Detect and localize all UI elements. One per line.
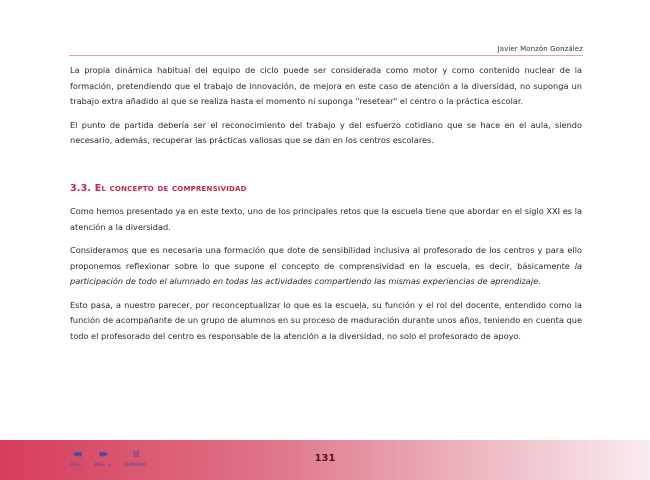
paragraph: Como hemos presentado ya en este texto, uno de los principales retos que la escuela tiene que abordar en el siglo XXI es la atención a la diversidad.: [70, 206, 582, 232]
paragraph-text: Consideramos que es necesaria una formación que dote de sensibilidad inclusiva al profesorado de los centros y para ello proponemos reflexionar sobre lo que supone el concepto de comprensividad en la escuela, es decir, básicamente: [70, 245, 582, 271]
document-icon: ▤: [132, 450, 138, 458]
section-heading: [70, 181, 582, 197]
footer-bar: [0, 440, 650, 480]
header-author: Javier Monzón González: [497, 45, 583, 53]
paragraph-emphasis: la participación de todo el alumnado en todas las actividades compartiendo las mismas experiencias de aprendizaje: [70, 260, 582, 286]
header-rule: [69, 55, 583, 56]
previous-page-label: PÁG.: [70, 463, 82, 468]
section-title: El concepto de comprensividad: [94, 182, 247, 194]
page-number: 131: [314, 453, 336, 464]
paragraph: Esto pasa, a nuestro parecer, por reconceptualizar lo que es la escuela, su función y el rol del docente, entendido como la función de acompañante de un grupo de alumnos en su proceso de maduración durante unos años, teniendo en cuenta que todo el profesorado del centro es responsable de la atención a la diversidad, no solo el profesorado de apoyo.: [70, 299, 582, 341]
fast-forward-icon: ▶▶: [99, 450, 107, 458]
paragraph-text-end: .: [538, 276, 541, 286]
next-page-label: PÁG. +: [94, 463, 112, 468]
summary-label: SUMARIO: [123, 463, 147, 468]
page-content: [70, 63, 582, 352]
previous-page-button[interactable]: [62, 450, 90, 470]
section-number: 3.3.: [70, 182, 92, 194]
summary-button[interactable]: [121, 450, 149, 470]
paragraph: [70, 243, 582, 290]
paragraph: El punto de partida debería ser el reconocimiento del trabajo y del esfuerzo cotidiano que se hace en el aula, siendo necesario, además, recuperar las prácticas valiosas que se dan en los centros escolares.: [70, 119, 582, 145]
next-page-button[interactable]: [89, 450, 117, 470]
paragraph: La propia dinámica habitual del equipo de ciclo puede ser considerada como motor y como contenido nuclear de la formación, pretendiendo que el trabajo de innovación, de mejora en este caso de atención a la diversidad, no suponga un trabajo extra añadido al que se realiza hasta el momento ni suponga "resetear" el centro o la práctica escolar.: [70, 65, 582, 106]
rewind-icon: ◀◀: [72, 450, 80, 458]
